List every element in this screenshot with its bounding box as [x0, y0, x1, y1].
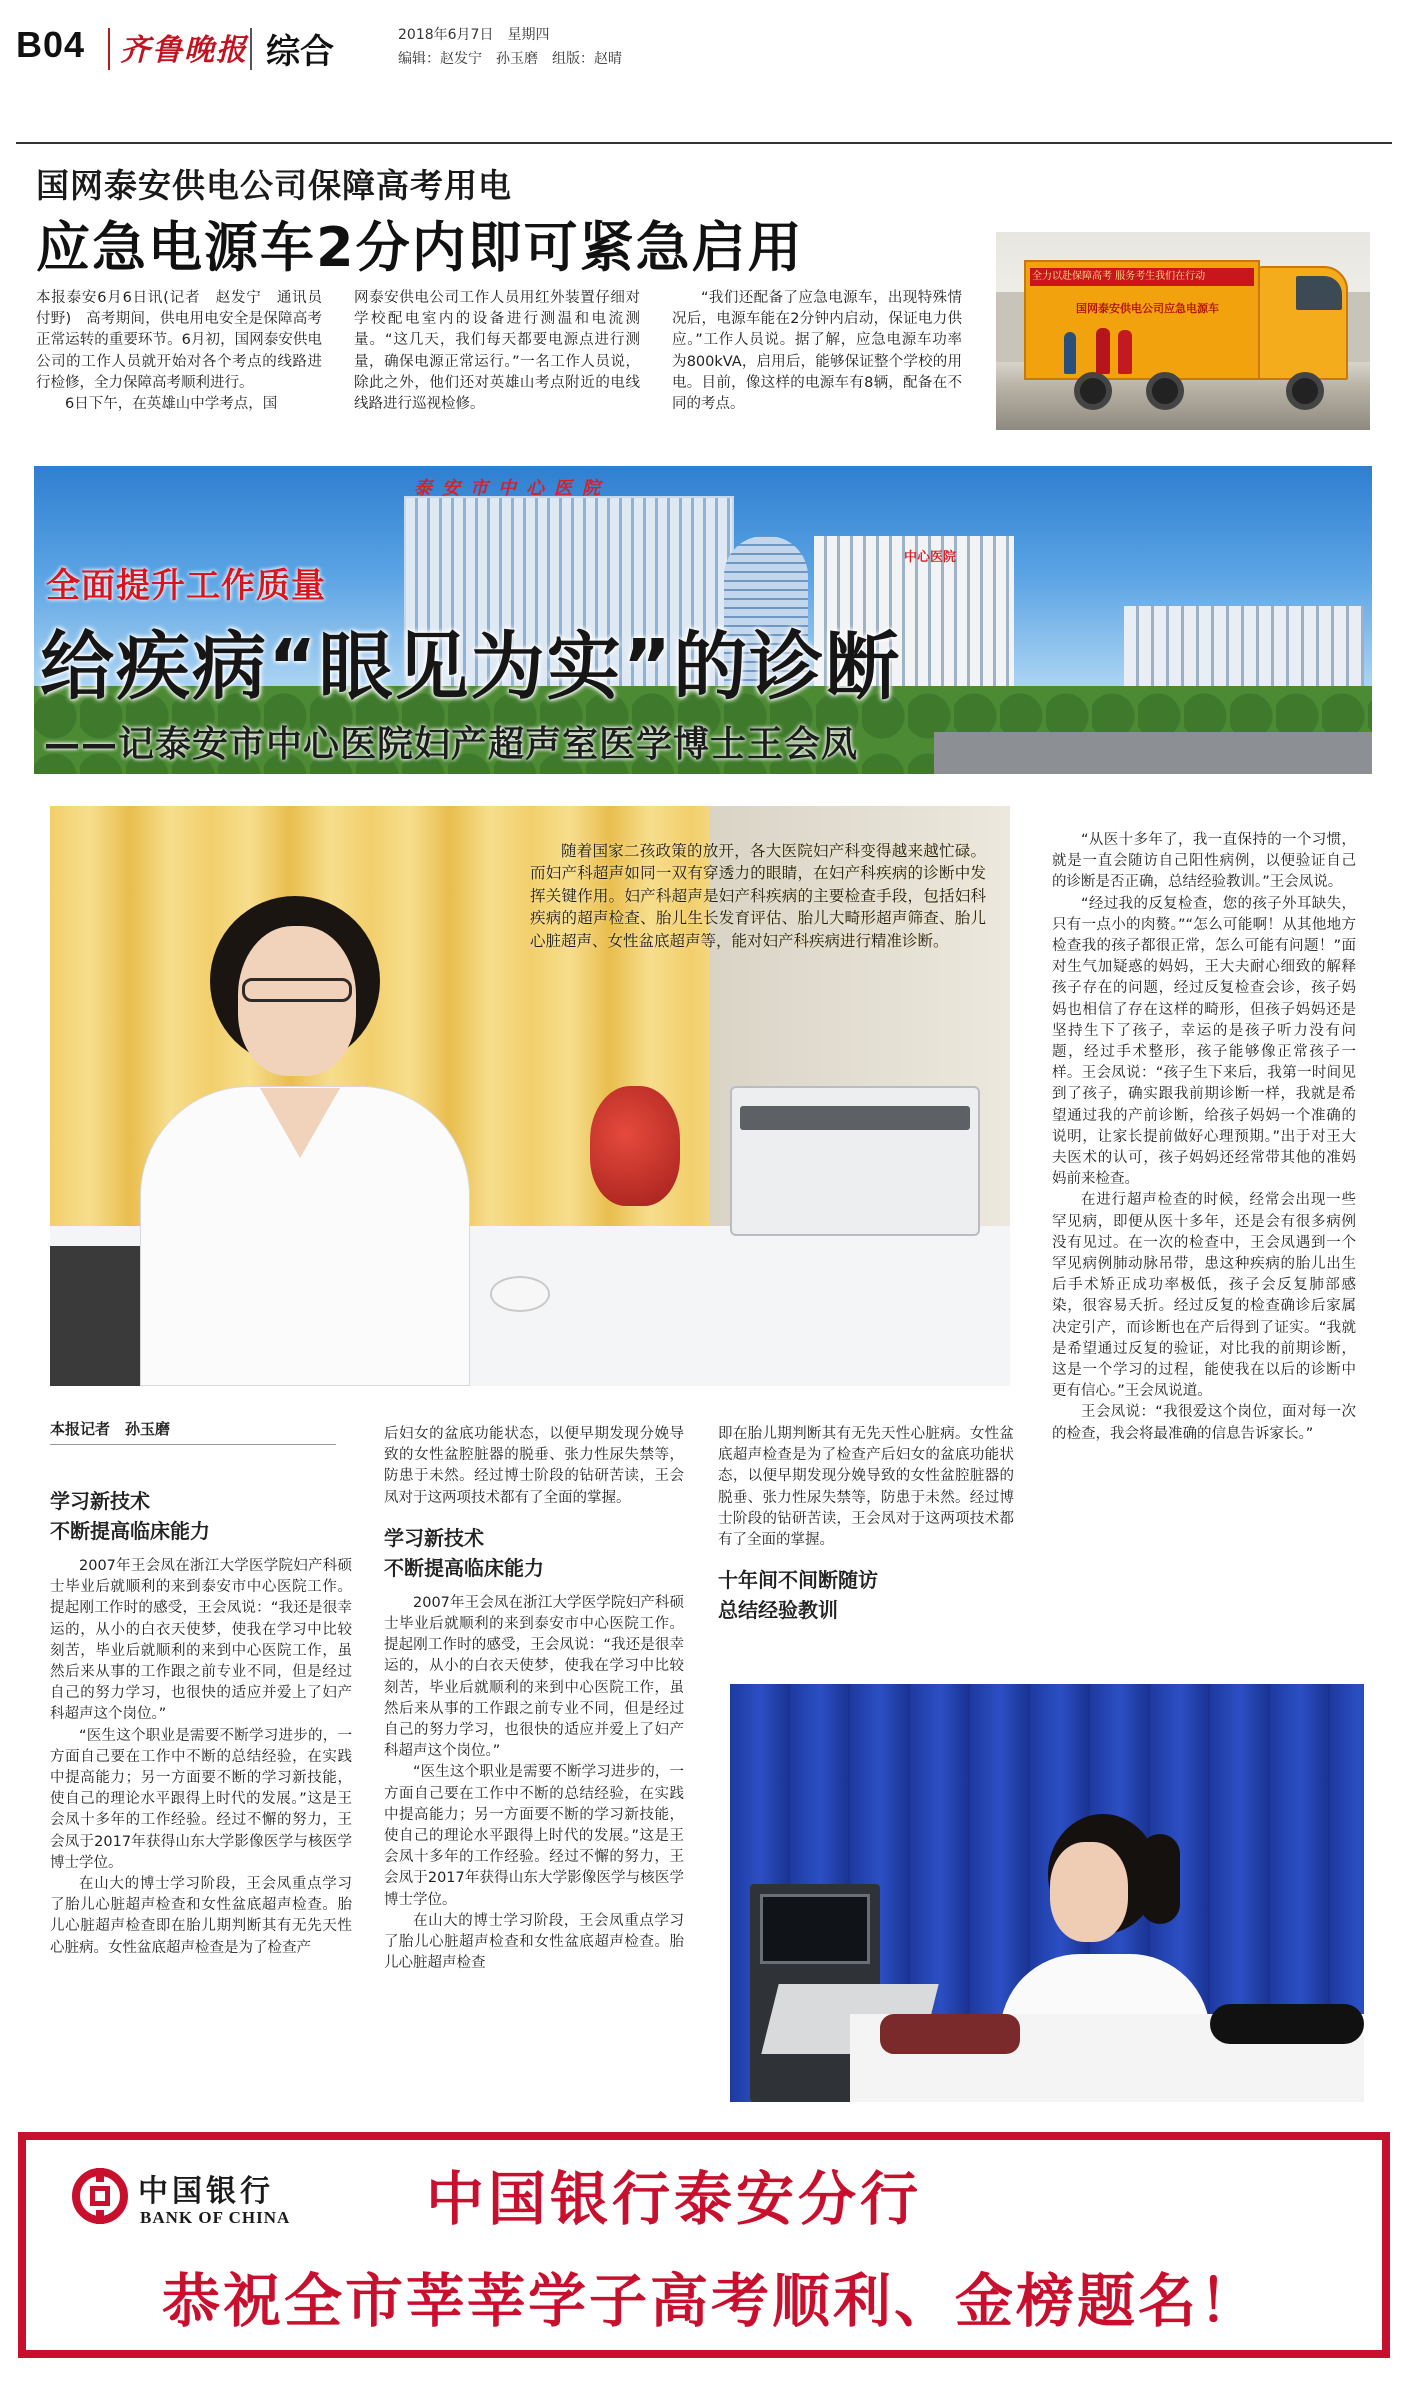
power-truck-photo — [996, 232, 1370, 430]
paragraph: 2007年王会凤在浙江大学医学院妇产科硕士毕业后就顺利的来到泰安市中心医院工作。提起刚工作时的感受，王会凤说：“我还是很幸运的，从小的白衣天使梦，使我在学习中比较刻苦，毕业后就顺利的来到中心医院工作，虽然后来从事的工作跟之前专业不同，但是经过自己的努力学习，也很快的适应并爱上了妇产科超声这个岗位。” — [50, 1558, 352, 1723]
paragraph: 2007年王会凤在浙江大学医学院妇产科硕士毕业后就顺利的来到泰安市中心医院工作。提起刚工作时的感受，王会凤说：“我还是很幸运的，从小的白衣天使梦，使我在学习中比较刻苦，毕业后就顺利的来到中心医院工作，虽然后来从事的工作跟之前专业不同，但是经过自己的努力学习，也很快的适应并爱上了妇产科超声这个岗位。” — [384, 1594, 684, 1760]
story-column-3-top — [718, 1424, 1014, 1551]
masthead-rule — [16, 142, 1392, 144]
bank-logo-bar-top — [96, 2168, 104, 2182]
bank-ad — [18, 2132, 1390, 2358]
patient-shirt — [880, 2014, 1020, 2054]
story-column-4 — [1052, 830, 1356, 1445]
editors-line: 编辑：赵发宁 孙玉磨 组版：赵晴 — [398, 51, 622, 67]
bank-name-en: BANK OF CHINA — [140, 2208, 291, 2227]
paragraph: 6日下午，在英雄山中学考点，国 — [65, 396, 278, 413]
heart-model — [590, 1086, 680, 1206]
feature-kicker: 全面提升工作质量 — [46, 566, 326, 606]
ultrasound-exam-photo — [730, 1684, 1364, 2102]
paragraph: “医生这个职业是需要不断学习进步的，一方面自己要在工作中不断的总结经验，在实践中提高能力；另一方面要不断的学习新技能，使自己的理论水平跟得上时代的发展。”这是王会凤十多年的工作经验。经过不懈的努力，王会凤于2017年获得山东大学影像医学与核医学博士学位。 — [384, 1764, 684, 1908]
masthead-divider-2 — [250, 28, 252, 70]
doctor-glasses — [242, 978, 352, 1002]
masthead — [0, 0, 1409, 140]
story-column-2 — [384, 1424, 684, 1974]
truck-wheel-2 — [1146, 372, 1184, 410]
sonographer-ponytail — [1140, 1834, 1180, 1924]
story-column-2-body — [384, 1593, 684, 1975]
bank-logo-bar-bottom — [96, 2210, 104, 2224]
paragraph: 本报泰安6月6日讯(记者 赵发宁 通讯员 付野) 高考期间，供电用电安全是保障高考正常运转的重要环节。6月初，国网泰安供电公司的工作人员就开始对各个考点的线路进行检修，全力保障高考顺利进行。 — [36, 290, 337, 391]
truck-sign: 国网泰安供电公司应急电源车 — [1076, 302, 1219, 315]
computer-mouse — [490, 1276, 550, 1312]
worker-2 — [1118, 330, 1132, 374]
power-story-column-2 — [354, 288, 640, 415]
printer-panel — [740, 1106, 970, 1130]
story-column-1 — [50, 1486, 352, 1959]
paragraph: 网泰安供电公司工作人员用红外装置仔细对学校配电室内的设备进行测温和电流测量。“这几天，我们每天都要电源点进行测量，确保电源正常运行。”一名工作人员说，除此之外，他们还对英雄山考点附近的电线线路进行巡视检修。 — [354, 290, 640, 413]
truck-wheel-1 — [1074, 372, 1112, 410]
truck-wheel-3 — [1286, 372, 1324, 410]
hospital-rooftop-sign: 泰安市中心医院 — [414, 478, 610, 499]
page-number: B04 — [16, 24, 86, 65]
byline: 本报记者 孙玉磨 — [50, 1420, 171, 1438]
ad-slogan: 恭祝全市莘莘学子高考顺利、金榜题名！ — [161, 2267, 1260, 2335]
feature-headline: 给疾病“眼见为实”的诊断 — [40, 624, 902, 710]
power-story-kicker: 国网泰安供电公司保障高考用电 — [36, 166, 512, 205]
ad-headline: 中国银行泰安分行 — [426, 2165, 923, 2233]
paragraph: 在山大的博士学习阶段，王会凤重点学习了胎儿心脏超声检查和女性盆底超声检查。胎儿心脏超声检查 — [384, 1912, 684, 1972]
sonographer-face — [1050, 1842, 1128, 1942]
subhead-line-2: 不断提高临床能力 — [384, 1555, 544, 1580]
masthead-divider — [108, 28, 110, 70]
story-column-2-top — [384, 1424, 684, 1509]
story-column-3 — [718, 1424, 1014, 1625]
feature-intro: 随着国家二孩政策的放开，各大医院妇产科变得越来越忙碌。而妇产科超声如同一双有穿透力的眼睛，在妇产科疾病的诊断中发挥关键作用。妇产科超声是妇产科疾病的主要检查手段，包括妇科疾病的超声检查、胎儿生长发育评估、胎儿大畸形超声筛查、胎儿心脏超声、女性盆底超声等，能对妇产科疾病进行精准诊断。 — [530, 842, 986, 950]
truck-window — [1296, 276, 1342, 310]
paragraph: “我们还配备了应急电源车，出现特殊情况后，电源车能在2分钟内启动，保证电力供应。”工作人员说。据了解，应急电源车功率为800kVA，启用后，能够保证整个学校的用电。目前，像这样的电源车有8辆，配备在不同的考点。 — [672, 290, 962, 413]
chair-back — [50, 1246, 140, 1386]
power-story-column-1 — [36, 288, 337, 415]
feature-subhead: ——记泰安市中心医院妇产超声室医学博士王会凤 — [44, 724, 859, 765]
paragraph: “从医十多年了，我一直保持的一个习惯，就是一直会随访自己阳性病例，以便验证自己的诊断是否正确，总结经验教训。”王会凤说。 — [1052, 832, 1356, 891]
subhead-line-1: 十年间不间断随访 — [718, 1568, 878, 1593]
paragraph: “经过我的反复检查，您的孩子外耳缺失，只有一点小的肉赘。”“怎么可能啊！从其他地方检查我的孩子都很正常，怎么可能有问题！”面对生气加疑惑的妈妈，王大夫耐心细致的解释孩子存在的问题，经过反复检查会诊，孩子妈妈也相信了存在这样的畸形，但孩子妈妈还是坚持生下了孩子，幸运的是孩子听力没有问题，经过手术整形，孩子能够像正常孩子一样。王会凤说：“孩子生下来后，我第一时间见到了孩子，确实跟我前期诊断一样，我就是希望通过我的产前诊断，给孩子妈妈一个准确的说明，让家长提前做好心理预期。”出于对王大夫医术的认可，孩子妈妈还经常带其他的准妈妈前来检查。 — [1052, 895, 1356, 1188]
worker-3 — [1064, 332, 1076, 374]
patient-legs — [1210, 2004, 1364, 2044]
truck-banner-text: 全力以赴保障高考 服务考生我们在行动 — [1032, 271, 1206, 282]
bank-logo-inner-square — [90, 2186, 110, 2206]
issue-date: 2018年6月7日 星期四 — [398, 27, 550, 43]
ultrasound-screen — [760, 1894, 870, 1964]
paragraph: 后妇女的盆底功能状态，以便早期发现分娩导致的女性盆腔脏器的脱垂、张力性尿失禁等，防患于未然。经过博士阶段的钻研苦读，王会凤对于这两项技术都有了全面的掌握。 — [384, 1426, 684, 1506]
power-story — [0, 150, 1409, 450]
road — [934, 732, 1372, 774]
story-column-1-body — [50, 1556, 352, 1959]
paper-logo: 齐鲁晚报 — [120, 33, 248, 68]
side-building-sign: 中心医院 — [904, 550, 957, 565]
power-story-column-3 — [672, 288, 962, 415]
section-name: 综合 — [266, 32, 334, 72]
subhead-line-1: 学习新技术 — [50, 1489, 150, 1513]
paragraph: 即在胎儿期判断其有无先天性心脏病。女性盆底超声检查是为了检查产后妇女的盆底功能状态，以便早期发现分娩导致的女性盆腔脏器的脱垂、张力性尿失禁等，防患于未然。经过博士阶段的钻研苦读，王会凤对于这两项技术都有了全面的掌握。 — [718, 1426, 1014, 1549]
byline-rule — [50, 1444, 336, 1445]
worker-1 — [1096, 328, 1110, 374]
subhead-line-1: 学习新技术 — [384, 1525, 484, 1550]
bank-name-cn: 中国银行 — [138, 2174, 274, 2209]
hospital-banner — [34, 466, 1372, 774]
subhead-line-2: 不断提高临床能力 — [50, 1519, 210, 1543]
paragraph: 在进行超声检查的时候，经常会出现一些罕见病，即便从医十多年，还是会有很多病例没有见过。在一次的检查中，王会凤遇到一个罕见病例肺动脉吊带，患这种疾病的胎儿出生后手术矫正成功率极低，孩子会反复肺部感染，很容易夭折。经过反复的检查确诊后家属决定引产，而诊断也在产后得到了证实。“我就是希望通过反复的验证，对比我的前期诊断，这是一个学习的过程，能使我在以后的诊断中更有信心。”王会凤说道。 — [1052, 1192, 1356, 1400]
bank-logo-icon — [72, 2168, 128, 2224]
subhead-line-2: 总结经验教训 — [718, 1598, 838, 1623]
power-story-headline: 应急电源车2分内即可紧急启用 — [36, 216, 804, 279]
paragraph: “医生这个职业是需要不断学习进步的，一方面自己要在工作中不断的总结经验，在实践中提高能力；另一方面要不断的学习新技能，使自己的理论水平跟得上时代的发展。”这是王会凤十多年的工作经验。经过不懈的努力，王会凤于2017年获得山东大学影像医学与核医学博士学位。 — [50, 1727, 352, 1871]
paragraph: 在山大的博士学习阶段，王会凤重点学习了胎儿心脏超声检查和女性盆底超声检查。胎儿心脏超声检查即在胎儿期判断其有无先天性心脏病。女性盆底超声检查是为了检查产 — [50, 1876, 352, 1956]
doctor-office-photo — [50, 806, 1010, 1386]
paragraph: 王会凤说：“我很爱这个岗位，面对每一次的检查，我会将最准确的信息告诉家长。” — [1052, 1404, 1356, 1442]
